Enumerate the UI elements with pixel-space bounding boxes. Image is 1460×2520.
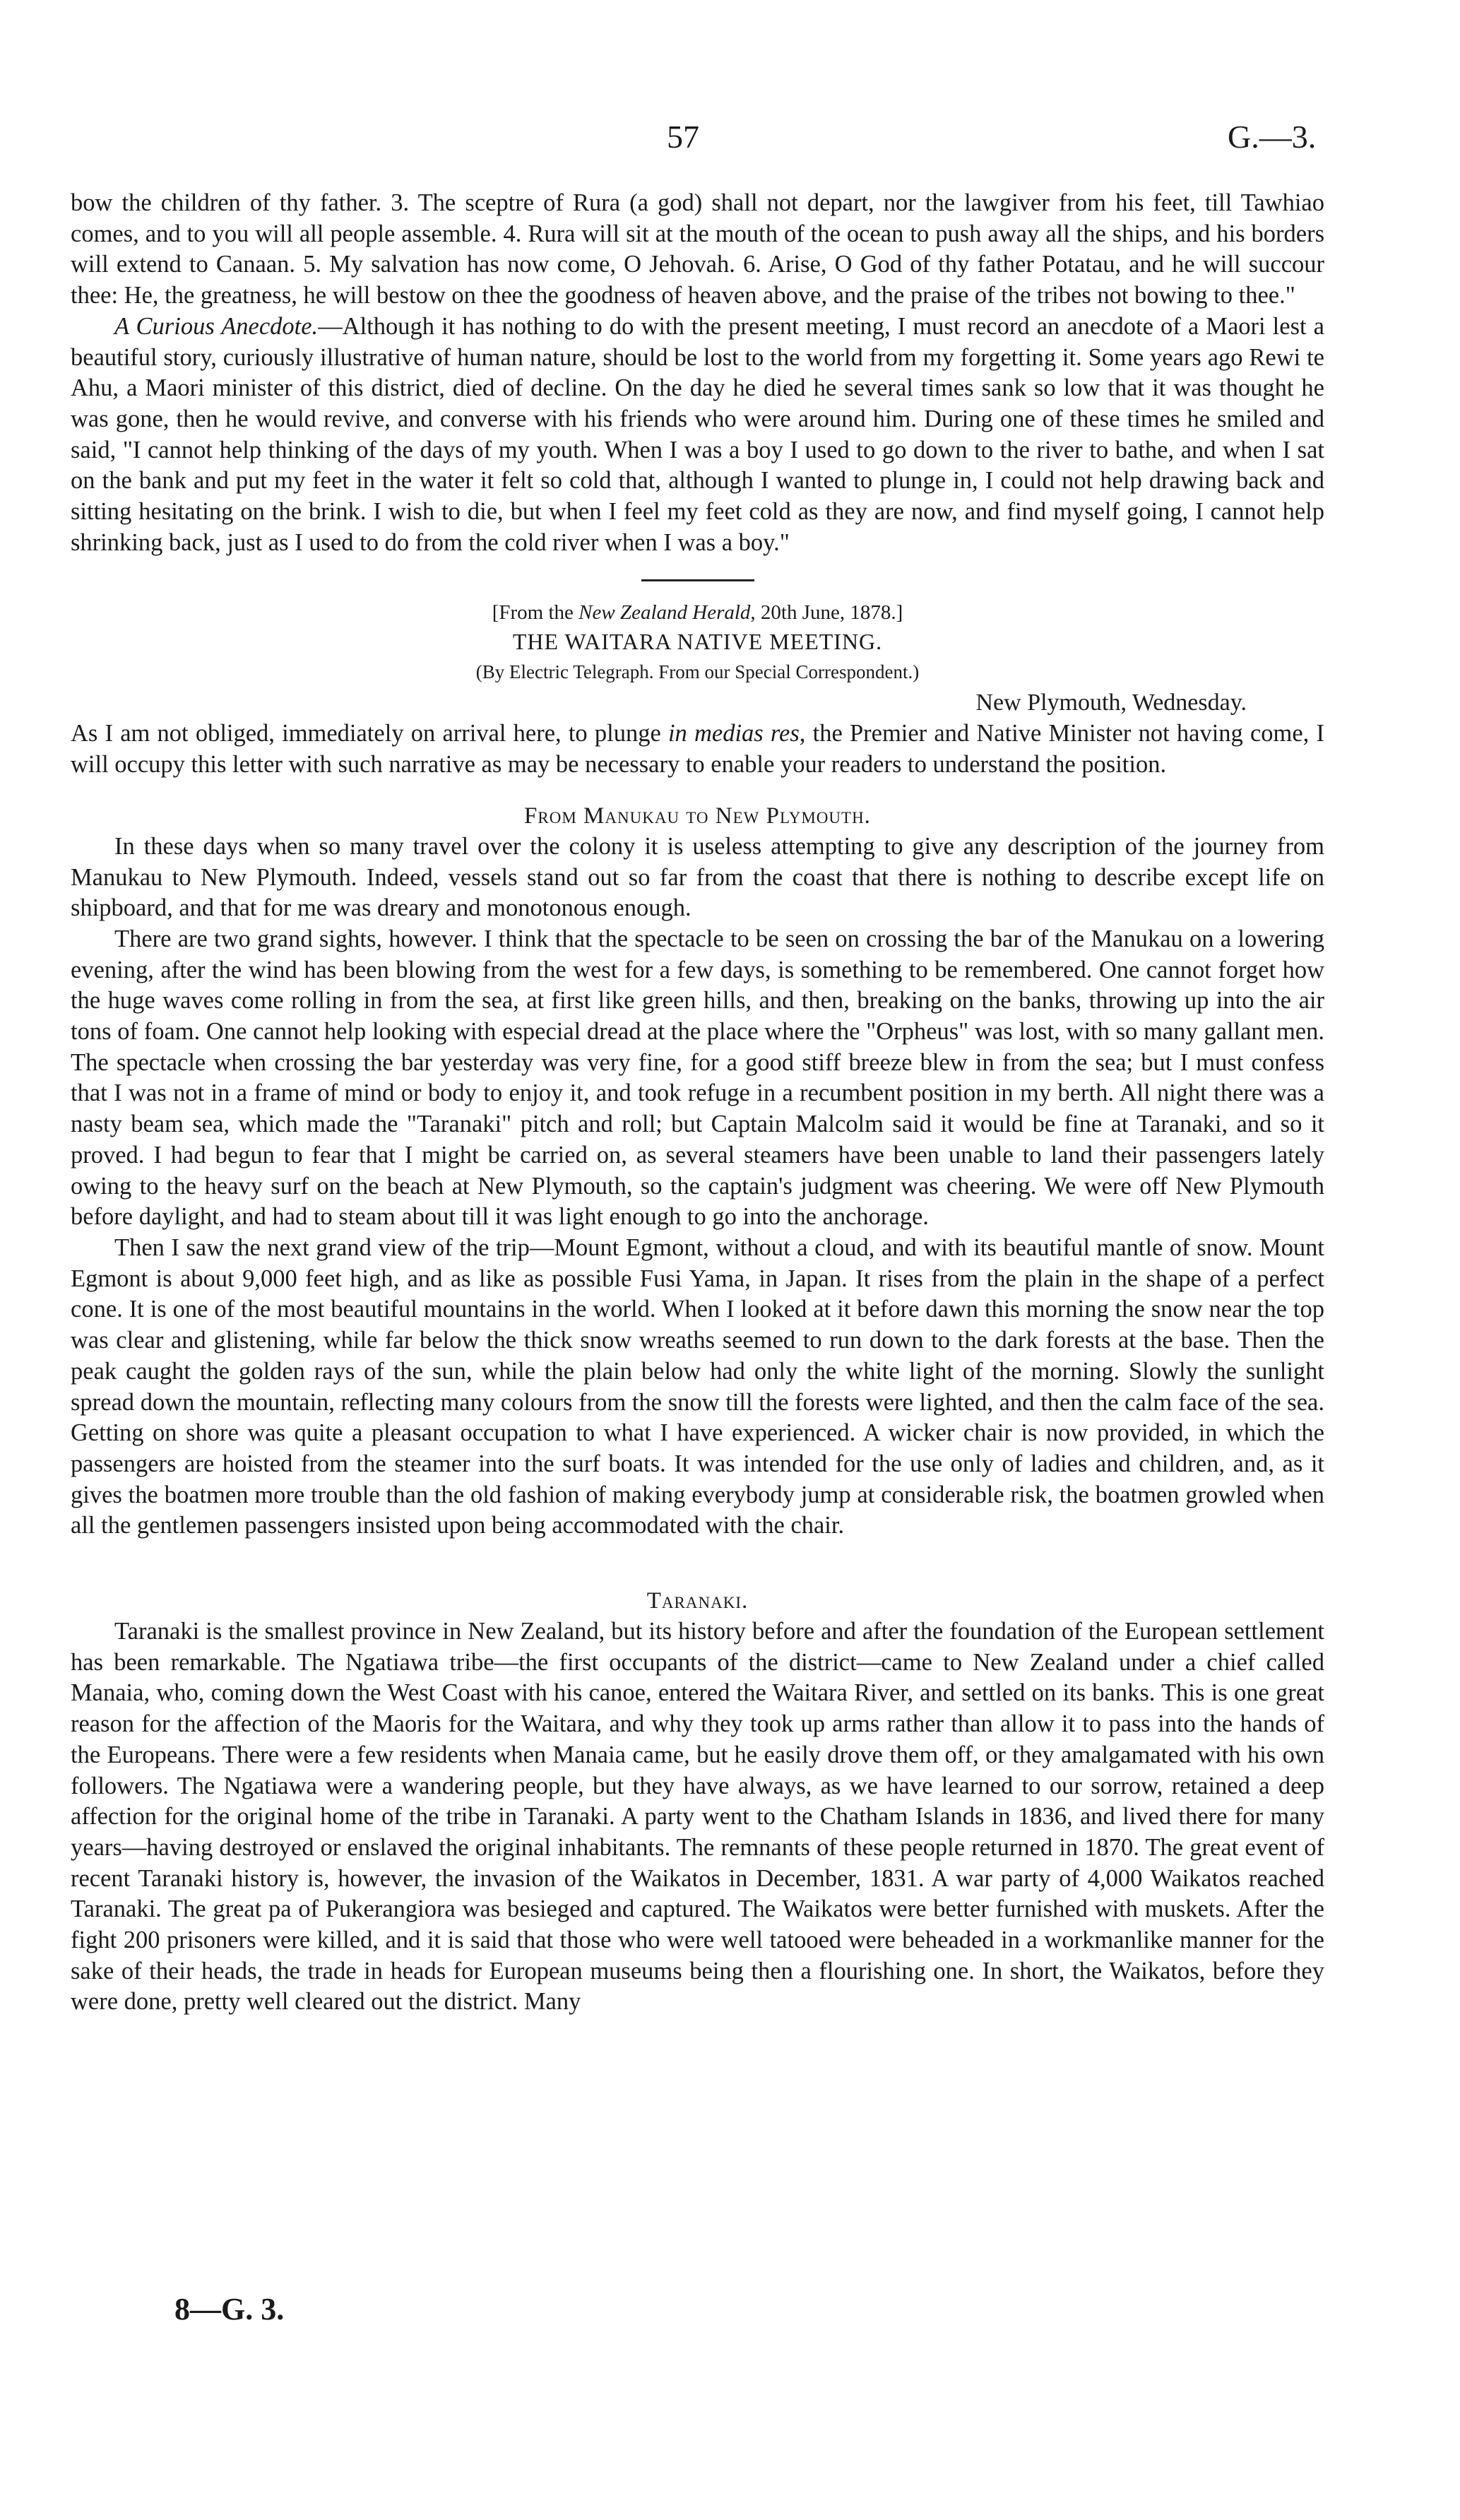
anecdote-title: A Curious Anecdote. bbox=[114, 312, 319, 340]
article-subtitle: (By Electric Telegraph. From our Special Correspondent.) bbox=[475, 661, 920, 683]
source-suffix: , 20th June, 1878.] bbox=[750, 601, 903, 625]
intro-text-end: , the Premier and Native Minister not having come, I will occupy this letter with such narrative as may be necessary to enable your readers to understand the position. bbox=[71, 720, 1324, 779]
section-divider bbox=[641, 579, 754, 581]
intro-italic: in medias res bbox=[667, 720, 800, 747]
paragraph: Taranaki is the smallest province in New Zealand, but its history before and after the foundation of the European settlement has been remarkable. The Ngatiawa tribe—the first occupants of the district—came to New Zealand under a chief called Manaia, who, coming down the West Coast with his canoe, entered the Waitara River, and settled on its banks. This is one great reason for the affection of the Maoris for the Waitara, and why they took up arms rather than allow it to pass into the hands of the Europeans. There were a few residents when Manaia came, but he easily drove them off, or they amalgamated with his own followers. The Ngatiawa were a wandering people, but they have always, as we have learned to our sorrow, retained a deep affection for the original home of the tribe in Taranaki. A party went to the Chatham Islands in 1836, and lived there for many years—having destroyed or enslaved the original inhabitants. The remnants of these people returned in 1870. The great event of recent Taranaki history is, however, the invasion of the Waikatos in December, 1831. A war party of 4,000 Waikatos reached Taranaki. The great pa of Pukerangiora was besieged and captured. The Waikatos were better furnished with muskets. After the fight 200 prisoners were killed, and it is said that those who were well tatooed were beheaded in a workmanlike manner for the sake of their heads, the trade in heads for European museums being then a flourishing one. In short, the Waikatos, before they were done, pretty well cleared out the district. Many bbox=[71, 1618, 1324, 2016]
body-text bbox=[71, 188, 1324, 2018]
paragraph bbox=[71, 312, 1324, 559]
paragraph: Then I saw the next grand view of the trip—Mount Egmont, without a cloud, and with its beautiful mantle of snow. Mount Egmont is about 9,000 feet high, and as like as possible Fusi Yama, in Japan. It rises from the plain in the shape of a perfect cone. It is one of the most beautiful mountains in the world. When I looked at it before dawn this morning the snow near the top was clear and glistening, while far below the thick snow wreaths seemed to run down to the dark forests at the base. Then the peak caught the golden rays of the sun, while the plain below had only the white light of the morning. Slowly the sunlight spread down the mountain, reflecting many colours from the snow till the forests were lighted, and then the calm face of the sea. Getting on shore was quite a pleasant occupation to what I have experienced. A wicker chair is now provided, in which the passengers are hoisted from the steamer into the surf boats. It was intended for the use only of ladies and children, and, as it gives the boatmen more trouble than the old fashion of making everybody jump at considerable risk, the boatmen growled when all the gentlemen passengers insisted upon being accommodated with the chair. bbox=[71, 1234, 1324, 1539]
paragraph: There are two grand sights, however. I think that the spectacle to be seen on crossing the bar of the Manukau on a lowering evening, after the wind has been blowing from the west for a few days, is something to be remembered. One cannot forget how the huge waves come rolling in from the sea, at first like green hills, and then, breaking on the banks, throwing up into the air tons of foam. One cannot help looking with especial dread at the place where the "Orpheus" was lost, with so many gallant men. The spectacle when crossing the bar yesterday was very fine, for a good stiff breeze blew in from the sea; but I must confess that I was not in a frame of mind or body to enjoy it, and took refuge in a recumbent position in my berth. All night there was a nasty beam sea, which made the "Taranaki" pitch and roll; but Captain Malcolm said it would be fine at Taranaki, and so it proved. I had begun to fear that I might be carried on, as several steamers have been unable to land their passengers lately owing to the heavy surf on the beach at New Plymouth, so the captain's judgment was cheering. We were off New Plymouth before daylight, and had to steam about till it was light enough to go into the anchorage. bbox=[71, 925, 1324, 1231]
paragraph: bow the children of thy father. 3. The sceptre of Rura (a god) shall not depart, nor the lawgiver from his feet, till Tawhiao comes, and to you will all people assemble. 4. Rura will sit at the mouth of the ocean to push away all the ships, and his borders will extend to Canaan. 5. My salvation has now come, O Jehovah. 6. Arise, O God of thy father Potatau, and he will succour thee: He, the greatness, he will bestow on thee the goodness of heaven above, and the praise of the tribes not bowing to thee." bbox=[71, 189, 1324, 309]
section-heading: Taranaki. bbox=[646, 1588, 749, 1614]
intro-text: As I am not obliged, immediately on arrival here, to plunge bbox=[71, 720, 668, 747]
source-paper: New Zealand Herald bbox=[578, 601, 751, 625]
section-heading: From Manukau to New Plymouth. bbox=[524, 803, 871, 829]
article-title: THE WAITARA NATIVE MEETING. bbox=[512, 629, 883, 655]
article-dateline: New Plymouth, Wednesday. bbox=[975, 690, 1247, 716]
document-code: G.—3. bbox=[1228, 119, 1317, 155]
anecdote-text: —Although it has nothing to do with the present meeting, I must record an anecdote of a Maori lest a beautiful story, curiously illustrative of human nature, should be lost to the world from my forgetting it. Some years ago Rewi te Ahu, a Maori minister of this district, died of decline. On the day he died he several times sank so low that it was thought he was gone, then he would revive, and converse with his friends who were around him. During one of these times he smiled and said, "I cannot help thinking of the days of my youth. When I was a boy I used to go down to the river to bathe, and when I sat on the bank and put my feet in the water it felt so cold that, although I wanted to plunge in, I could not help drawing back and sitting hesitating on the brink. I wish to die, but when I feel my feet cold as they are now, and find myself going, I cannot help shrinking back, just as I used to do from the cold river when I was a boy." bbox=[71, 312, 1324, 556]
footer-code: 8—G. 3. bbox=[174, 2292, 285, 2326]
paragraph bbox=[71, 718, 1324, 780]
paragraph: In these days when so many travel over the colony it is useless attempting to give any description of the journey from Manukau to New Plymouth. Indeed, vessels stand out so far from the coast that there is nothing to describe except life on shipboard, and that for me was dreary and monotonous enough. bbox=[71, 832, 1324, 922]
page-number: 57 bbox=[667, 119, 699, 155]
article-source bbox=[71, 598, 1324, 627]
source-prefix: [From the bbox=[492, 601, 579, 625]
